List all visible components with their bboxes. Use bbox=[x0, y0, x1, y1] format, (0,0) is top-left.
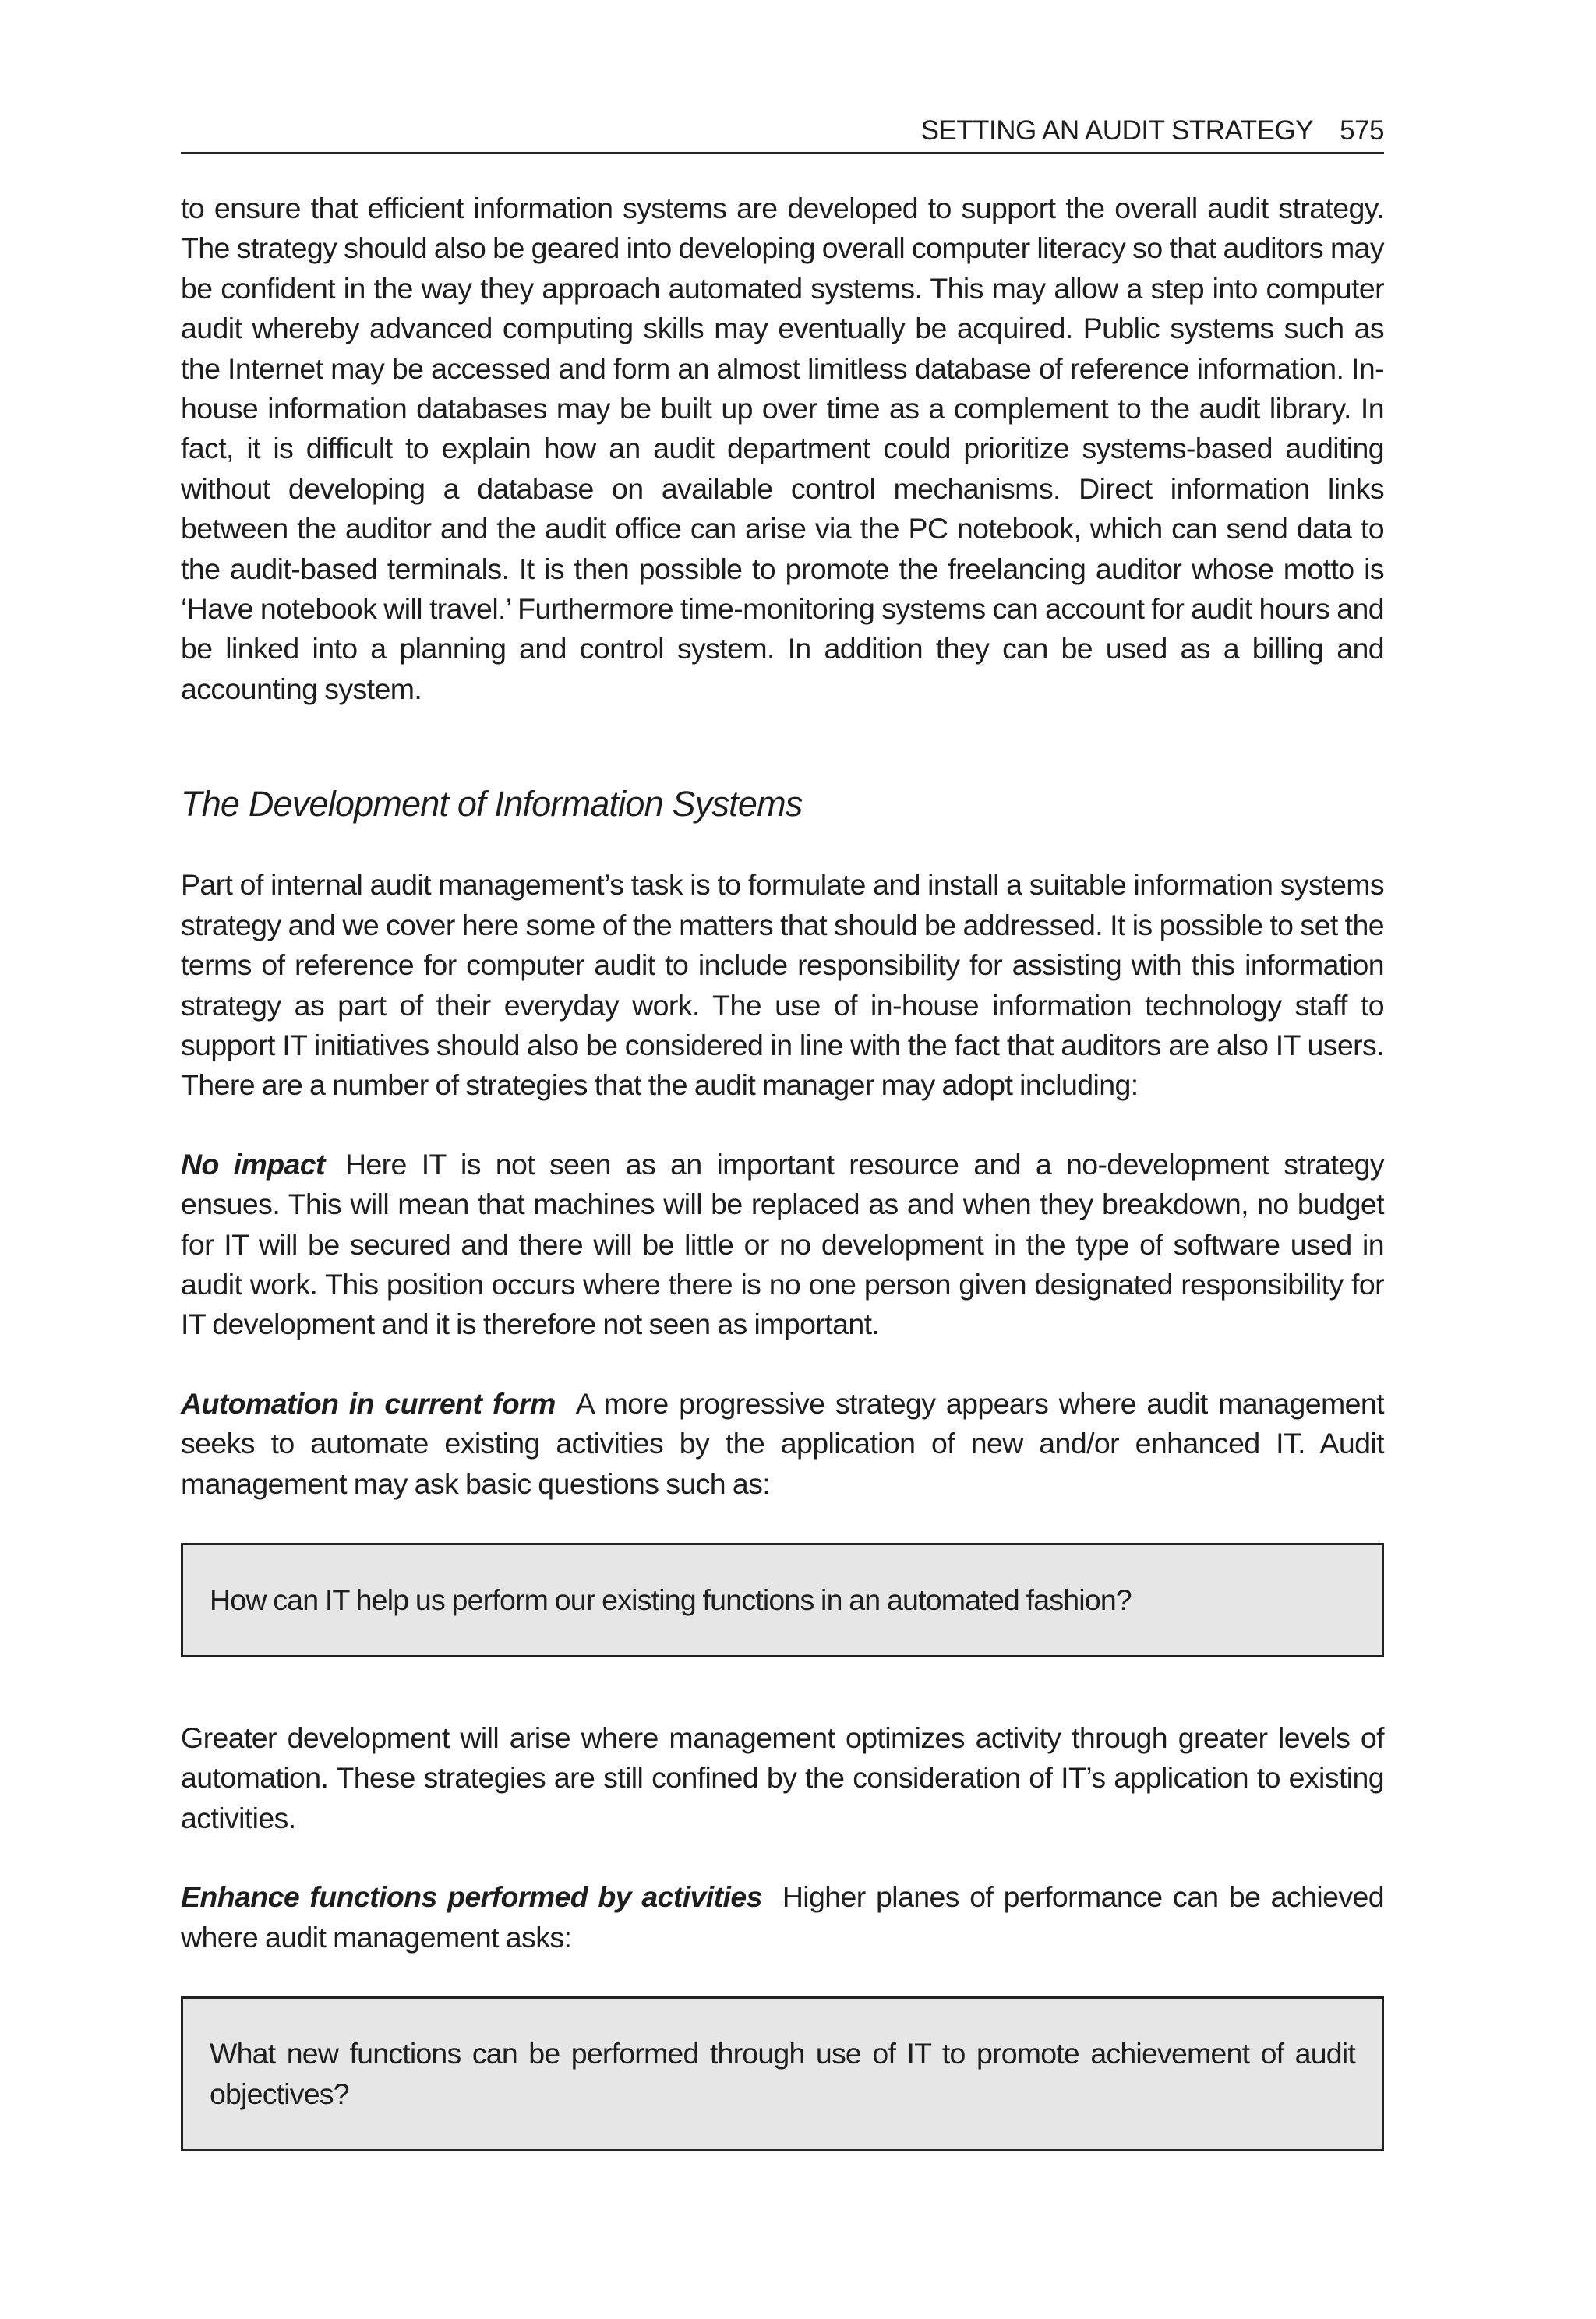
running-head bbox=[181, 115, 1384, 154]
callout-text: How can IT help us perform our existing functions in an automated fashion? bbox=[210, 1583, 1132, 1616]
running-head-title: SETTING AN AUDIT STRATEGY bbox=[920, 115, 1314, 146]
strategy-text: Here IT is not seen as an important resource and a no-development strategy ensues. This will mean that machines will be replaced as and when they breakdown, no budget for IT will be secured and there will be little or no development in the type of software used in audit work. This position occurs where there is no one person given designated responsibility for IT development and it is therefore not seen as important. bbox=[181, 1147, 1385, 1341]
callout-text: What new functions can be performed through use of IT to promote achievement of audit objectives? bbox=[210, 2037, 1355, 2110]
question-callout bbox=[181, 1543, 1384, 1657]
strategy-no-impact bbox=[181, 1145, 1384, 1345]
strategy-term: Enhance functions performed by activities bbox=[181, 1880, 762, 1914]
greater-development-paragraph: Greater development will arise where management optimizes activity through greater levels of automation. These strategies are still confined by the consideration of IT’s application to existing activities. bbox=[181, 1721, 1384, 1834]
strategy-term: No impact bbox=[181, 1147, 325, 1181]
strategy-automation bbox=[181, 1384, 1384, 1504]
strategy-enhance-functions bbox=[181, 1877, 1384, 1957]
question-callout bbox=[181, 1996, 1384, 2151]
section-paragraph: Part of internal audit management’s task is to formulate and install a suitable information systems strategy and we cover here some of the matters that should be addressed. It is possible to set the terms of reference for computer audit to include responsibility for assisting with this information strategy as part of their everyday work. The use of in-house information technology staff to support IT initiatives should also be considered in line with the fact that auditors are also IT users. There are a number of strategies that the audit manager may adopt including: bbox=[181, 868, 1384, 1102]
strategy-text: A more progressive strategy appears where audit management seeks to automate existing activities by the application of new and/or enhanced IT. Audit management may ask basic questions such as: bbox=[181, 1386, 1384, 1500]
book-page bbox=[181, 115, 1384, 2151]
section-heading: The Development of Information Systems bbox=[181, 784, 803, 824]
strategy-text: Higher planes of performance can be achieved where audit management asks: bbox=[181, 1880, 1384, 1954]
strategy-term: Automation in current form bbox=[181, 1386, 556, 1420]
intro-paragraph: to ensure that efficient information systems are developed to support the overall audit strategy. The strategy should also be geared into developing overall computer literacy so that auditors may be confident in the way they approach automated systems. This may allow a step into computer audit whereby advanced computing skills may eventually be acquired. Public systems such as the Internet may be accessed and form an almost limitless database of reference information. In-house information databases may be built up over time as a complement to the audit library. In fact, it is difficult to explain how an audit department could prioritize systems-based auditing without developing a database on available control mechanisms. Direct information links between the auditor and the audit office can arise via the PC notebook, which can send data to the audit-based terminals. It is then possible to promote the freelancing auditor whose motto is ‘Have notebook will travel.’ Furthermore time-monitoring systems can account for audit hours and be linked into a planning and control system. In addition they can be used as a billing and accounting system. bbox=[181, 192, 1384, 705]
page-number: 575 bbox=[1340, 115, 1384, 146]
